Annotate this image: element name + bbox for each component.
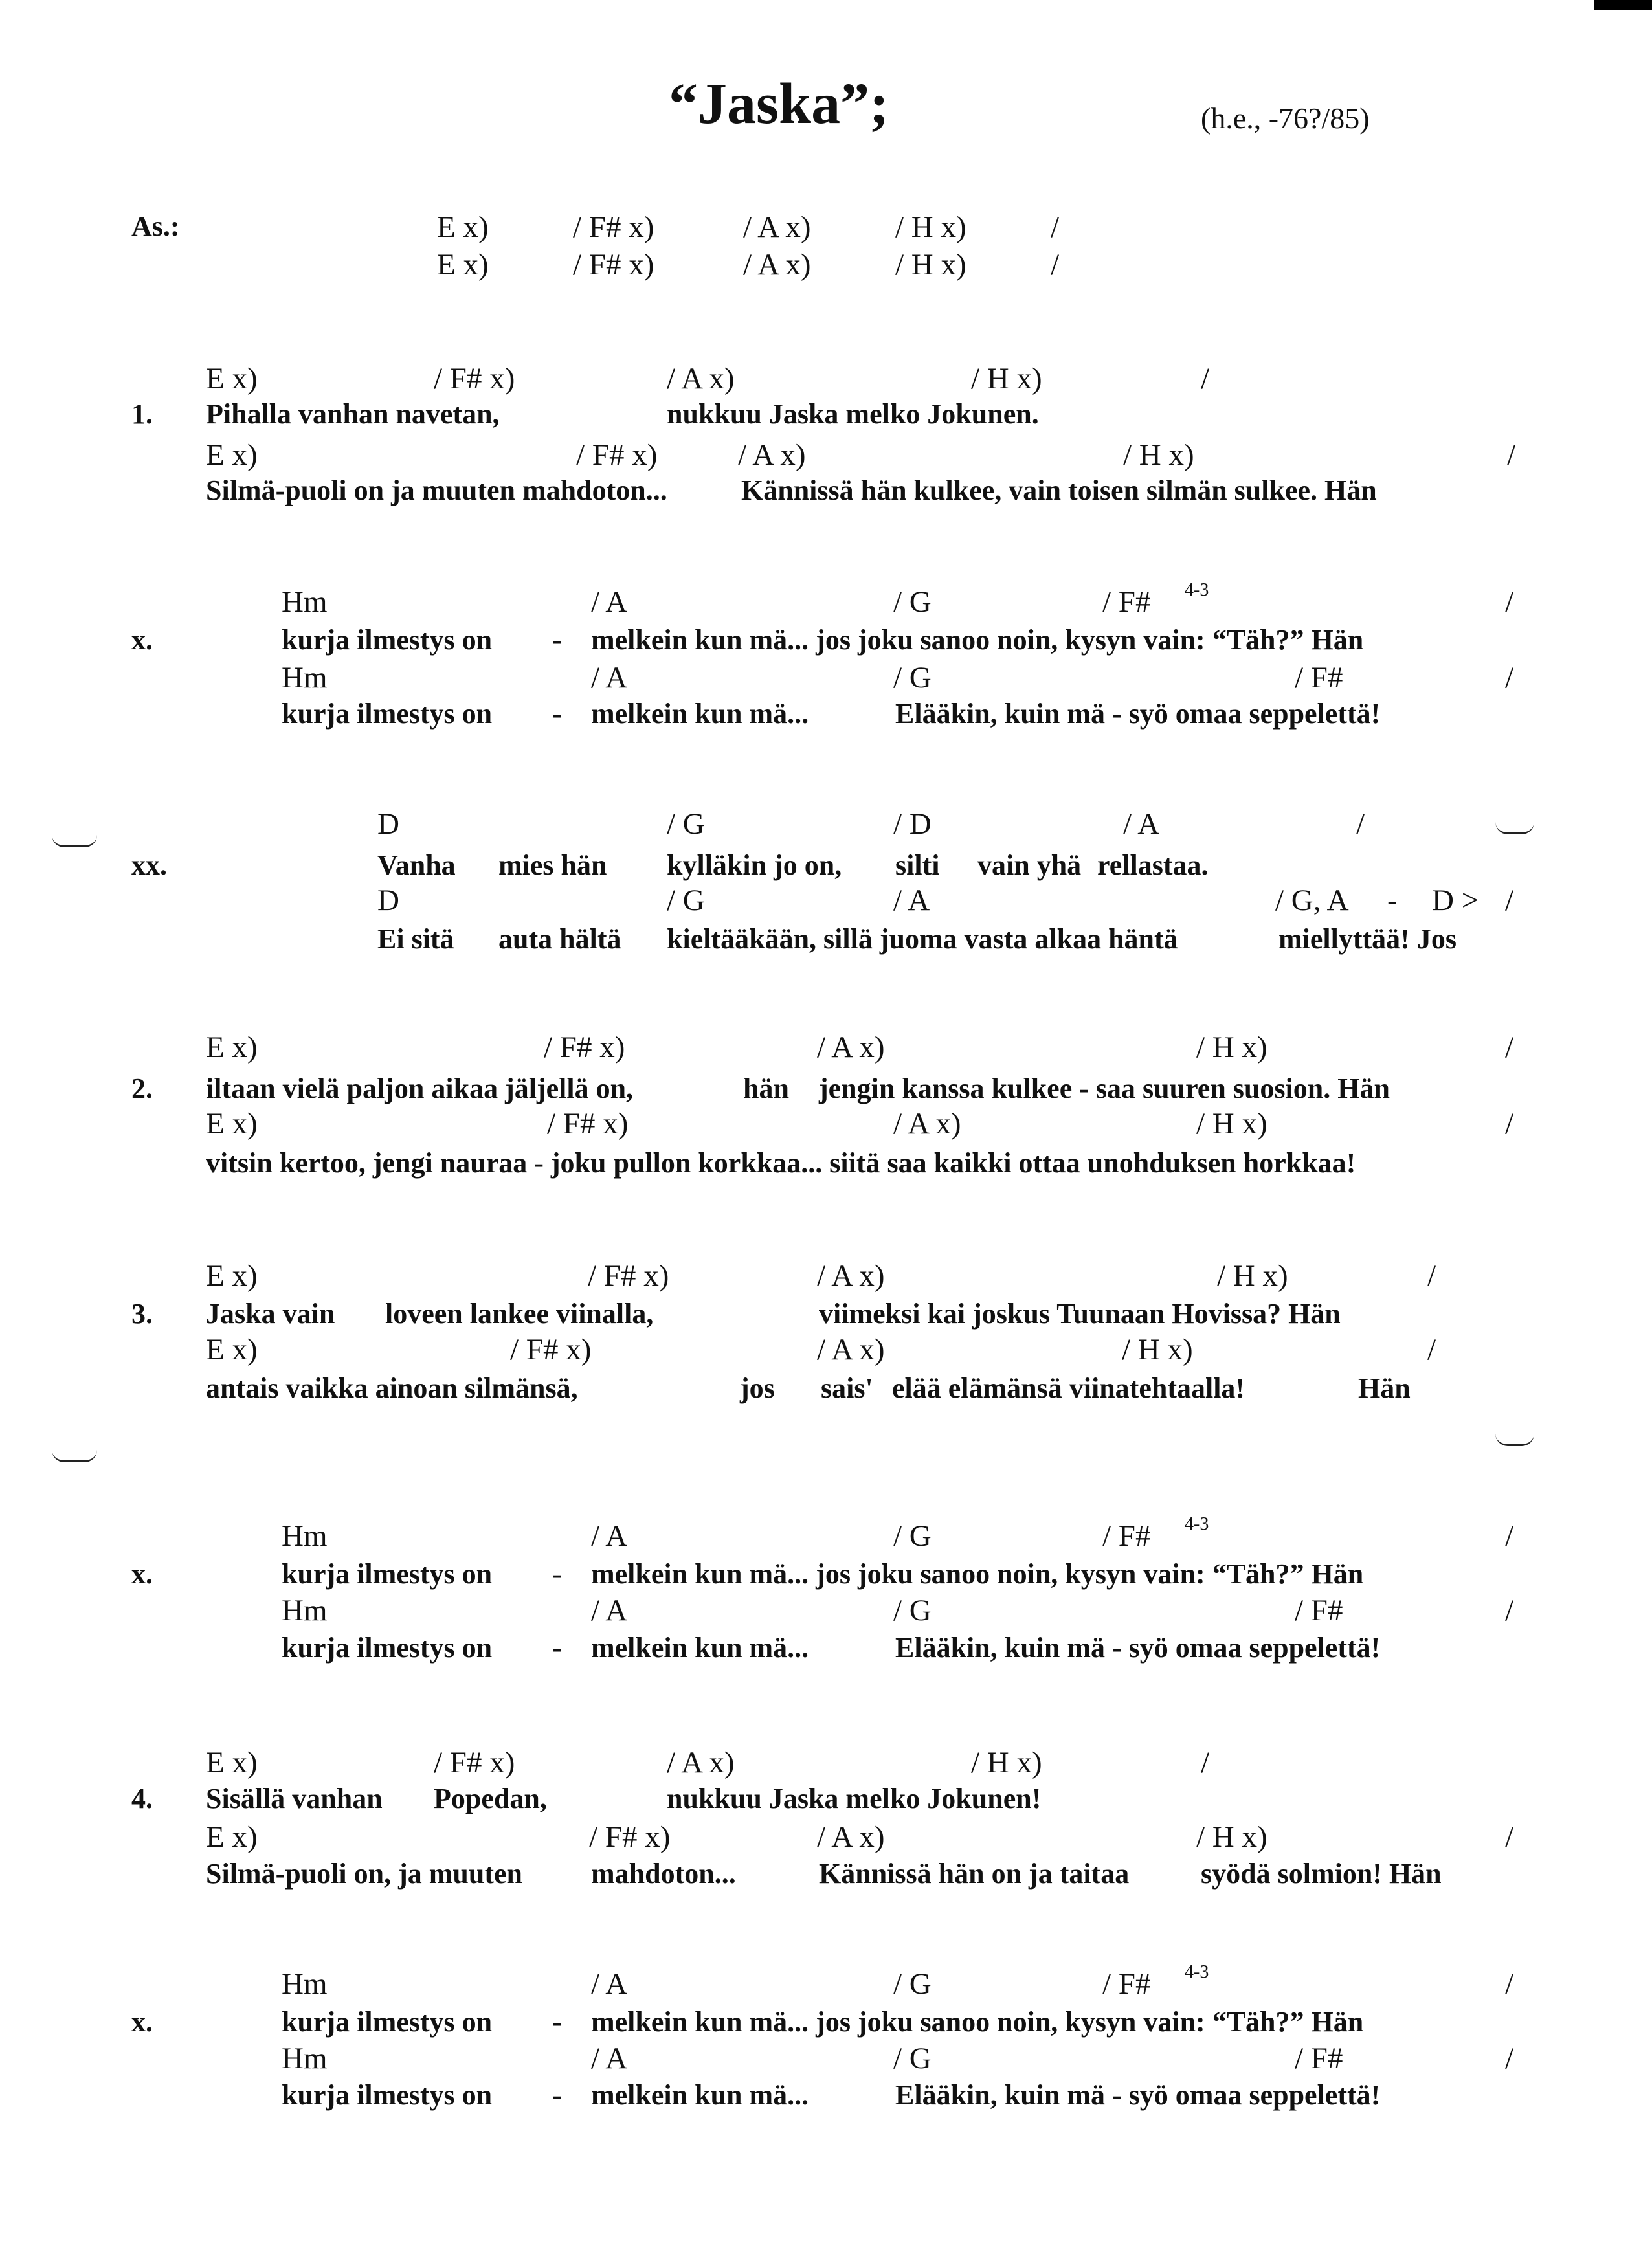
bar-line: / [1427, 1333, 1436, 1366]
chord: / A x) [893, 1107, 961, 1141]
chord: / A x) [667, 1746, 735, 1779]
chord: / A [591, 1967, 628, 2001]
lyric: hän [743, 1073, 789, 1104]
chord: / F# x) [573, 210, 654, 244]
scan-mark-right-2 [1495, 1434, 1534, 1446]
chord: / A [591, 661, 628, 695]
lyric: kurja ilmestys on [282, 624, 493, 656]
chord: E x) [206, 362, 258, 396]
lyric: Hän [1358, 1372, 1411, 1404]
song-title: “Jaska”; [669, 72, 889, 136]
lyric: melkein kun mä... [591, 698, 809, 730]
lyric: kylläkin jo on, [667, 849, 842, 881]
lyric: auta hältä [498, 923, 621, 955]
scan-mark-left-2 [52, 1450, 97, 1462]
lyric: Silmä-puoli on ja muuten mahdoton... [206, 474, 667, 506]
scan-mark-left-1 [52, 835, 97, 847]
chord: / F# [1102, 1967, 1151, 2001]
lyric: kurja ilmestys on [282, 2079, 493, 2111]
section-label-chorus: x. [131, 624, 153, 656]
lyric: - [552, 2006, 562, 2038]
lyric: - [552, 2079, 562, 2111]
lyric: melkein kun mä... jos joku sanoo noin, kysyn vain: “Täh?” Hän [591, 1558, 1364, 1590]
lyric: Ei sitä [377, 923, 454, 955]
section-label-verse-1: 1. [131, 398, 153, 430]
chord: / H x) [895, 248, 966, 282]
lyric: viimeksi kai joskus Tuunaan Hovissa? Hän [819, 1298, 1341, 1330]
chord: / A x) [743, 210, 811, 244]
lyric: sais' [821, 1372, 873, 1404]
lyric: Sisällä vanhan [206, 1783, 383, 1814]
lyric: kurja ilmestys on [282, 1632, 493, 1664]
lyric: antais vaikka ainoan silmänsä, [206, 1372, 578, 1404]
bar-line: / [1505, 1820, 1514, 1854]
lyric: syödä solmion! Hän [1201, 1858, 1442, 1890]
chord: / F# x) [588, 1259, 669, 1293]
chord: / F# x) [434, 362, 515, 396]
lyric: - [552, 698, 562, 730]
chord: / F# [1295, 661, 1343, 695]
lyric: silti [895, 849, 940, 881]
bar-line: / [1427, 1259, 1436, 1293]
lyric: Pihalla vanhan navetan, [206, 398, 500, 430]
chord-dash: - [1387, 884, 1398, 917]
chord: / A x) [667, 362, 735, 396]
scan-corner-mark [1594, 0, 1652, 10]
chord: / H x) [971, 362, 1042, 396]
lyric: vain yhä [977, 849, 1082, 881]
lyric: mahdoton... [591, 1858, 736, 1890]
bar-line: / [1356, 807, 1365, 841]
section-label-verse-2: 2. [131, 1073, 153, 1104]
bar-line: / [1507, 438, 1516, 472]
lyric: miellyttää! Jos [1278, 923, 1457, 955]
lyric: rellastaa. [1097, 849, 1209, 881]
chord: / A x) [817, 1031, 885, 1064]
chord: / G [893, 1519, 932, 1553]
chord: / A [893, 884, 930, 917]
lyric: melkein kun mä... [591, 2079, 809, 2111]
song-credit: (h.e., -76?/85) [1201, 102, 1370, 135]
chord: / D [893, 807, 932, 841]
bar-line: / [1505, 1031, 1514, 1064]
chord: / A [591, 1594, 628, 1627]
chord: Hm [282, 1519, 328, 1553]
chord: / A x) [817, 1820, 885, 1854]
chord: / G, A [1275, 884, 1349, 917]
lyric: Vanha [377, 849, 456, 881]
chord: / F# x) [576, 438, 658, 472]
chord: / A [591, 1519, 628, 1553]
lyric: elää elämänsä viinatehtaalla! [892, 1372, 1245, 1404]
lyric: mies hän [498, 849, 607, 881]
chord: / A [591, 2042, 628, 2075]
lyric: vitsin kertoo, jengi nauraa - joku pullon korkkaa... siitä saa kaikki ottaa unohduksen horkkaa! [206, 1147, 1356, 1179]
chord: / H x) [1196, 1031, 1267, 1064]
chord: / H x) [1217, 1259, 1288, 1293]
lyric: iltaan vielä paljon aikaa jäljellä on, [206, 1073, 634, 1104]
chord: / F# [1295, 1594, 1343, 1627]
lyric: jengin kanssa kulkee - saa suuren suosion. Hän [819, 1073, 1390, 1104]
lyric: Silmä-puoli on, ja muuten [206, 1858, 522, 1890]
lyric: kurja ilmestys on [282, 698, 493, 730]
lyric: nukkuu Jaska melko Jokunen! [667, 1783, 1042, 1814]
chord: E x) [206, 1031, 258, 1064]
bar-line: / [1201, 362, 1210, 396]
chord: / F# x) [589, 1820, 671, 1854]
chord: / A x) [817, 1259, 885, 1293]
lyric: Elääkin, kuin mä - syö omaa seppelettä! [895, 698, 1381, 730]
lyric: kieltääkään, sillä juoma vasta alkaa häntä [667, 923, 1178, 955]
chord: / F# x) [573, 248, 654, 282]
section-label-chorus: x. [131, 1558, 153, 1590]
chord: Hm [282, 1967, 328, 2001]
chord: E x) [437, 248, 489, 282]
lyric: nukkuu Jaska melko Jokunen. [667, 398, 1039, 430]
section-label-verse-4: 4. [131, 1783, 153, 1814]
lyric: jos [740, 1372, 775, 1404]
bar-line: / [1201, 1746, 1210, 1779]
chord: / F# [1102, 585, 1151, 619]
chord: Hm [282, 661, 328, 695]
lyric: - [552, 1558, 562, 1590]
chord: / A x) [817, 1333, 885, 1366]
chord: / A [1123, 807, 1160, 841]
lyric: melkein kun mä... jos joku sanoo noin, kysyn vain: “Täh?” Hän [591, 624, 1364, 656]
bar-line: / [1051, 210, 1060, 244]
bar-line: / [1505, 585, 1514, 619]
chord: E x) [206, 438, 258, 472]
chord: / H x) [1122, 1333, 1193, 1366]
chord: / H x) [895, 210, 966, 244]
bar-line: / [1505, 1967, 1514, 2001]
chord: / A x) [743, 248, 811, 282]
lyric: Popedan, [434, 1783, 547, 1814]
chord: E x) [206, 1107, 258, 1141]
chord: / G [893, 585, 932, 619]
chord: / G [667, 807, 705, 841]
chord-superscript: 4-3 [1185, 1962, 1209, 1982]
chord: / F# [1295, 2042, 1343, 2075]
lyric: melkein kun mä... jos joku sanoo noin, kysyn vain: “Täh?” Hän [591, 2006, 1364, 2038]
chord: E x) [437, 210, 489, 244]
chord: / G [893, 2042, 932, 2075]
chord: Hm [282, 2042, 328, 2075]
bar-line: / [1505, 1107, 1514, 1141]
chord: / A [591, 585, 628, 619]
chord: / F# x) [547, 1107, 629, 1141]
chord: / H x) [971, 1746, 1042, 1779]
scan-mark-right-1 [1495, 822, 1534, 834]
chord: D [377, 884, 399, 917]
lyric: kurja ilmestys on [282, 1558, 493, 1590]
lyric: Kännissä hän on ja taitaa [819, 1858, 1130, 1890]
lyric: melkein kun mä... [591, 1632, 809, 1664]
section-label-chorus: x. [131, 2006, 153, 2038]
bar-line: / [1505, 1519, 1514, 1553]
bar-line: / [1505, 2042, 1514, 2075]
chord-superscript: 4-3 [1185, 1514, 1209, 1534]
chord: / G [893, 1967, 932, 2001]
lyric: loveen lankee viinalla, [385, 1298, 654, 1330]
section-label-bridge: xx. [131, 849, 167, 881]
lyric: Elääkin, kuin mä - syö omaa seppelettä! [895, 2079, 1381, 2111]
chord: Hm [282, 585, 328, 619]
chord: / A x) [738, 438, 806, 472]
bar-line: / [1505, 1594, 1514, 1627]
bar-line: / [1505, 661, 1514, 695]
section-label-verse-3: 3. [131, 1298, 153, 1330]
chord: / G [667, 884, 705, 917]
chord: / H x) [1196, 1820, 1267, 1854]
chord: / G [893, 1594, 932, 1627]
lyric: Jaska vain [206, 1298, 335, 1330]
lyric: Elääkin, kuin mä - syö omaa seppelettä! [895, 1632, 1381, 1664]
chord-superscript: 4-3 [1185, 580, 1209, 600]
chord: / F# x) [510, 1333, 592, 1366]
chord: / F# x) [434, 1746, 515, 1779]
chord: / F# x) [544, 1031, 625, 1064]
chord: / H x) [1196, 1107, 1267, 1141]
lyric: Kännissä hän kulkee, vain toisen silmän sulkee. Hän [741, 474, 1377, 506]
chord: Hm [282, 1594, 328, 1627]
chord: E x) [206, 1820, 258, 1854]
chord: E x) [206, 1259, 258, 1293]
chord: / H x) [1123, 438, 1194, 472]
bar-line: / [1051, 248, 1060, 282]
chord: / G [893, 661, 932, 695]
lyric: - [552, 1632, 562, 1664]
section-label-intro: As.: [131, 210, 180, 242]
chord: D > [1432, 884, 1479, 917]
chord: / F# [1102, 1519, 1151, 1553]
chord: E x) [206, 1333, 258, 1366]
chord: D [377, 807, 399, 841]
lyric: kurja ilmestys on [282, 2006, 493, 2038]
chord: E x) [206, 1746, 258, 1779]
lyric: - [552, 624, 562, 656]
bar-line: / [1505, 884, 1514, 917]
